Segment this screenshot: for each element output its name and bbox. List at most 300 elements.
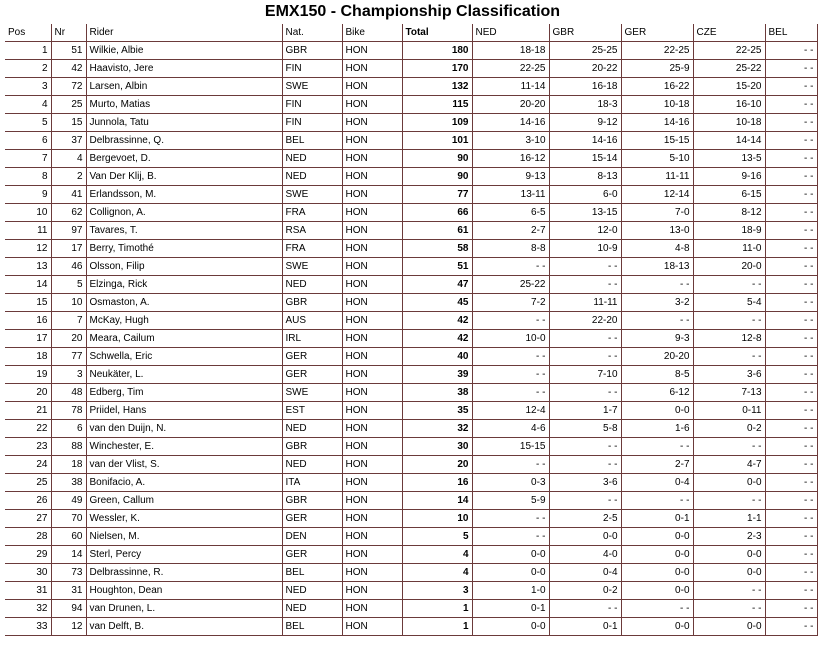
bel-result-cell: - -: [765, 582, 817, 600]
total-cell: 42: [402, 330, 472, 348]
rider-cell: Wilkie, Albie: [86, 42, 282, 60]
gbr-result-cell: - -: [549, 438, 621, 456]
rider-cell: Edberg, Tim: [86, 384, 282, 402]
ger-result-cell: 0-0: [621, 528, 693, 546]
rider-cell: McKay, Hugh: [86, 312, 282, 330]
rider-cell: Neukäter, L.: [86, 366, 282, 384]
bel-result-cell: - -: [765, 222, 817, 240]
bike-cell: HON: [342, 222, 402, 240]
pos-cell: 2: [5, 60, 51, 78]
nr-cell: 72: [51, 78, 86, 96]
bel-result-cell: - -: [765, 168, 817, 186]
nr-cell: 5: [51, 276, 86, 294]
nr-cell: 49: [51, 492, 86, 510]
total-cell: 58: [402, 240, 472, 258]
cze-result-cell: 6-15: [693, 186, 765, 204]
rider-cell: Collignon, A.: [86, 204, 282, 222]
nat-cell: NED: [282, 276, 342, 294]
bike-cell: HON: [342, 258, 402, 276]
nat-cell: BEL: [282, 618, 342, 636]
bel-result-cell: - -: [765, 366, 817, 384]
gbr-result-cell: 2-5: [549, 510, 621, 528]
total-cell: 90: [402, 150, 472, 168]
bike-cell: HON: [342, 438, 402, 456]
bike-cell: HON: [342, 240, 402, 258]
gbr-result-cell: - -: [549, 348, 621, 366]
bel-result-cell: - -: [765, 474, 817, 492]
nat-cell: SWE: [282, 78, 342, 96]
rider-cell: Nielsen, M.: [86, 528, 282, 546]
gbr-result-cell: 14-16: [549, 132, 621, 150]
total-cell: 51: [402, 258, 472, 276]
ger-result-cell: 8-5: [621, 366, 693, 384]
ned-result-cell: 20-20: [472, 96, 549, 114]
bel-result-cell: - -: [765, 240, 817, 258]
ger-result-cell: 25-9: [621, 60, 693, 78]
nat-cell: GBR: [282, 42, 342, 60]
pos-cell: 22: [5, 420, 51, 438]
pos-cell: 16: [5, 312, 51, 330]
ned-result-cell: - -: [472, 348, 549, 366]
gbr-result-cell: 12-0: [549, 222, 621, 240]
bel-result-cell: - -: [765, 348, 817, 366]
ned-result-cell: 6-5: [472, 204, 549, 222]
total-cell: 170: [402, 60, 472, 78]
total-cell: 14: [402, 492, 472, 510]
ned-result-cell: 18-18: [472, 42, 549, 60]
cze-result-cell: - -: [693, 348, 765, 366]
ger-result-cell: - -: [621, 312, 693, 330]
nr-cell: 15: [51, 114, 86, 132]
cze-result-cell: 18-9: [693, 222, 765, 240]
rider-cell: Tavares, T.: [86, 222, 282, 240]
total-cell: 35: [402, 402, 472, 420]
nr-cell: 77: [51, 348, 86, 366]
cze-result-cell: 1-1: [693, 510, 765, 528]
nat-cell: BEL: [282, 564, 342, 582]
nat-cell: FRA: [282, 204, 342, 222]
nat-cell: IRL: [282, 330, 342, 348]
cze-result-cell: 13-5: [693, 150, 765, 168]
ger-result-cell: 9-3: [621, 330, 693, 348]
nr-cell: 20: [51, 330, 86, 348]
bel-result-cell: - -: [765, 186, 817, 204]
cze-result-cell: 0-0: [693, 564, 765, 582]
ned-result-cell: 14-16: [472, 114, 549, 132]
nr-cell: 46: [51, 258, 86, 276]
ned-result-cell: 8-8: [472, 240, 549, 258]
ger-result-cell: 7-0: [621, 204, 693, 222]
ned-result-cell: 12-4: [472, 402, 549, 420]
rider-cell: Van Der Klij, B.: [86, 168, 282, 186]
rider-cell: Houghton, Dean: [86, 582, 282, 600]
bike-cell: HON: [342, 384, 402, 402]
total-cell: 10: [402, 510, 472, 528]
bel-result-cell: - -: [765, 276, 817, 294]
gbr-result-cell: 0-0: [549, 528, 621, 546]
total-cell: 109: [402, 114, 472, 132]
table-row: [5, 600, 817, 618]
gbr-result-cell: 18-3: [549, 96, 621, 114]
bel-result-cell: - -: [765, 42, 817, 60]
bel-result-cell: - -: [765, 546, 817, 564]
total-cell: 47: [402, 276, 472, 294]
gbr-result-cell: 16-18: [549, 78, 621, 96]
cze-result-cell: 7-13: [693, 384, 765, 402]
table-row: [5, 564, 817, 582]
nr-cell: 60: [51, 528, 86, 546]
ned-result-cell: 9-13: [472, 168, 549, 186]
nat-cell: GER: [282, 510, 342, 528]
nr-cell: 2: [51, 168, 86, 186]
cze-result-cell: 15-20: [693, 78, 765, 96]
bike-cell: HON: [342, 618, 402, 636]
gbr-result-cell: 8-13: [549, 168, 621, 186]
rider-cell: Elzinga, Rick: [86, 276, 282, 294]
nat-cell: EST: [282, 402, 342, 420]
pos-cell: 31: [5, 582, 51, 600]
bel-result-cell: - -: [765, 618, 817, 636]
table-row: [5, 258, 817, 276]
bel-result-cell: - -: [765, 96, 817, 114]
nr-cell: 3: [51, 366, 86, 384]
total-cell: 132: [402, 78, 472, 96]
pos-cell: 19: [5, 366, 51, 384]
pos-cell: 15: [5, 294, 51, 312]
rider-cell: Bergevoet, D.: [86, 150, 282, 168]
ger-result-cell: 0-4: [621, 474, 693, 492]
gbr-result-cell: 9-12: [549, 114, 621, 132]
ned-result-cell: - -: [472, 258, 549, 276]
total-cell: 180: [402, 42, 472, 60]
table-row: [5, 186, 817, 204]
rider-cell: van den Duijn, N.: [86, 420, 282, 438]
rider-cell: Meara, Cailum: [86, 330, 282, 348]
gbr-result-cell: - -: [549, 600, 621, 618]
nat-cell: FIN: [282, 114, 342, 132]
ger-result-cell: - -: [621, 438, 693, 456]
total-cell: 66: [402, 204, 472, 222]
ger-result-cell: 18-13: [621, 258, 693, 276]
total-cell: 5: [402, 528, 472, 546]
ned-result-cell: 0-0: [472, 546, 549, 564]
cze-result-cell: 25-22: [693, 60, 765, 78]
ger-result-cell: 12-14: [621, 186, 693, 204]
nr-cell: 42: [51, 60, 86, 78]
gbr-result-cell: 11-11: [549, 294, 621, 312]
cze-result-cell: 11-0: [693, 240, 765, 258]
rider-cell: Schwella, Eric: [86, 348, 282, 366]
bike-cell: HON: [342, 492, 402, 510]
ned-result-cell: 0-0: [472, 564, 549, 582]
pos-cell: 3: [5, 78, 51, 96]
pos-cell: 4: [5, 96, 51, 114]
nr-cell: 78: [51, 402, 86, 420]
cze-result-cell: - -: [693, 492, 765, 510]
pos-cell: 33: [5, 618, 51, 636]
bel-result-cell: - -: [765, 258, 817, 276]
header-cze: CZE: [693, 24, 765, 42]
bel-result-cell: - -: [765, 420, 817, 438]
bel-result-cell: - -: [765, 330, 817, 348]
table-row: [5, 78, 817, 96]
rider-cell: Priidel, Hans: [86, 402, 282, 420]
header-nr: Nr: [51, 24, 86, 42]
pos-cell: 1: [5, 42, 51, 60]
nat-cell: FIN: [282, 60, 342, 78]
pos-cell: 12: [5, 240, 51, 258]
nat-cell: ITA: [282, 474, 342, 492]
nr-cell: 7: [51, 312, 86, 330]
nr-cell: 62: [51, 204, 86, 222]
nat-cell: NED: [282, 420, 342, 438]
total-cell: 1: [402, 618, 472, 636]
pos-cell: 7: [5, 150, 51, 168]
nat-cell: NED: [282, 150, 342, 168]
bel-result-cell: - -: [765, 456, 817, 474]
rider-cell: Delbrassinne, R.: [86, 564, 282, 582]
ned-result-cell: - -: [472, 456, 549, 474]
total-cell: 1: [402, 600, 472, 618]
ger-result-cell: 16-22: [621, 78, 693, 96]
table-row: [5, 312, 817, 330]
bel-result-cell: - -: [765, 438, 817, 456]
gbr-result-cell: 0-1: [549, 618, 621, 636]
table-row: [5, 150, 817, 168]
bike-cell: HON: [342, 186, 402, 204]
cze-result-cell: 0-0: [693, 546, 765, 564]
ned-result-cell: - -: [472, 384, 549, 402]
ned-result-cell: 13-11: [472, 186, 549, 204]
cze-result-cell: - -: [693, 600, 765, 618]
gbr-result-cell: 15-14: [549, 150, 621, 168]
bel-result-cell: - -: [765, 114, 817, 132]
pos-cell: 10: [5, 204, 51, 222]
table-row: [5, 456, 817, 474]
ger-result-cell: 13-0: [621, 222, 693, 240]
pos-cell: 5: [5, 114, 51, 132]
bike-cell: HON: [342, 150, 402, 168]
gbr-result-cell: 4-0: [549, 546, 621, 564]
bike-cell: HON: [342, 474, 402, 492]
gbr-result-cell: 3-6: [549, 474, 621, 492]
pos-cell: 29: [5, 546, 51, 564]
ned-result-cell: 7-2: [472, 294, 549, 312]
total-cell: 38: [402, 384, 472, 402]
header-pos: Pos: [5, 24, 51, 42]
ger-result-cell: 14-16: [621, 114, 693, 132]
gbr-result-cell: 13-15: [549, 204, 621, 222]
pos-cell: 6: [5, 132, 51, 150]
table-row: [5, 420, 817, 438]
rider-cell: Wessler, K.: [86, 510, 282, 528]
table-row: [5, 330, 817, 348]
total-cell: 20: [402, 456, 472, 474]
pos-cell: 13: [5, 258, 51, 276]
gbr-result-cell: 5-8: [549, 420, 621, 438]
ger-result-cell: 0-1: [621, 510, 693, 528]
cze-result-cell: - -: [693, 582, 765, 600]
ned-result-cell: 2-7: [472, 222, 549, 240]
rider-cell: Berry, Timothé: [86, 240, 282, 258]
bike-cell: HON: [342, 60, 402, 78]
cze-result-cell: 9-16: [693, 168, 765, 186]
bike-cell: HON: [342, 600, 402, 618]
header-total: Total: [402, 24, 472, 42]
ger-result-cell: 3-2: [621, 294, 693, 312]
ger-result-cell: 5-10: [621, 150, 693, 168]
ger-result-cell: 1-6: [621, 420, 693, 438]
nr-cell: 97: [51, 222, 86, 240]
bel-result-cell: - -: [765, 600, 817, 618]
table-row: [5, 366, 817, 384]
cze-result-cell: 10-18: [693, 114, 765, 132]
total-cell: 3: [402, 582, 472, 600]
bike-cell: HON: [342, 420, 402, 438]
bike-cell: HON: [342, 456, 402, 474]
cze-result-cell: 0-0: [693, 474, 765, 492]
header-bike: Bike: [342, 24, 402, 42]
cze-result-cell: 3-6: [693, 366, 765, 384]
nr-cell: 94: [51, 600, 86, 618]
table-row: [5, 546, 817, 564]
rider-cell: Olsson, Filip: [86, 258, 282, 276]
rider-cell: Winchester, E.: [86, 438, 282, 456]
nat-cell: NED: [282, 168, 342, 186]
pos-cell: 28: [5, 528, 51, 546]
bel-result-cell: - -: [765, 510, 817, 528]
nr-cell: 12: [51, 618, 86, 636]
nat-cell: GBR: [282, 438, 342, 456]
nr-cell: 38: [51, 474, 86, 492]
ger-result-cell: 6-12: [621, 384, 693, 402]
table-row: [5, 384, 817, 402]
pos-cell: 32: [5, 600, 51, 618]
nat-cell: NED: [282, 582, 342, 600]
gbr-result-cell: 0-4: [549, 564, 621, 582]
total-cell: 42: [402, 312, 472, 330]
bel-result-cell: - -: [765, 312, 817, 330]
table-row: [5, 240, 817, 258]
total-cell: 45: [402, 294, 472, 312]
nr-cell: 4: [51, 150, 86, 168]
bel-result-cell: - -: [765, 492, 817, 510]
table-row: [5, 60, 817, 78]
ned-result-cell: 0-0: [472, 618, 549, 636]
nat-cell: SWE: [282, 186, 342, 204]
table-row: [5, 294, 817, 312]
nat-cell: SWE: [282, 384, 342, 402]
table-row: [5, 114, 817, 132]
nat-cell: FIN: [282, 96, 342, 114]
gbr-result-cell: 22-20: [549, 312, 621, 330]
pos-cell: 26: [5, 492, 51, 510]
pos-cell: 27: [5, 510, 51, 528]
bel-result-cell: - -: [765, 78, 817, 96]
nr-cell: 73: [51, 564, 86, 582]
bel-result-cell: - -: [765, 204, 817, 222]
bike-cell: HON: [342, 42, 402, 60]
nat-cell: AUS: [282, 312, 342, 330]
ger-result-cell: 10-18: [621, 96, 693, 114]
ned-result-cell: - -: [472, 366, 549, 384]
rider-cell: van Delft, B.: [86, 618, 282, 636]
bike-cell: HON: [342, 528, 402, 546]
cze-result-cell: 14-14: [693, 132, 765, 150]
total-cell: 4: [402, 564, 472, 582]
bel-result-cell: - -: [765, 528, 817, 546]
total-cell: 101: [402, 132, 472, 150]
table-row: [5, 510, 817, 528]
bel-result-cell: - -: [765, 294, 817, 312]
pos-cell: 17: [5, 330, 51, 348]
table-row: [5, 96, 817, 114]
nat-cell: NED: [282, 600, 342, 618]
header-nat: Nat.: [282, 24, 342, 42]
bike-cell: HON: [342, 96, 402, 114]
pos-cell: 11: [5, 222, 51, 240]
ned-result-cell: 22-25: [472, 60, 549, 78]
table-row: [5, 222, 817, 240]
gbr-result-cell: 7-10: [549, 366, 621, 384]
bike-cell: HON: [342, 510, 402, 528]
nat-cell: BEL: [282, 132, 342, 150]
total-cell: 16: [402, 474, 472, 492]
bike-cell: HON: [342, 294, 402, 312]
page-title: EMX150 - Championship Classification: [264, 3, 561, 20]
ger-result-cell: 0-0: [621, 402, 693, 420]
cze-result-cell: - -: [693, 312, 765, 330]
cze-result-cell: 16-10: [693, 96, 765, 114]
rider-cell: Junnola, Tatu: [86, 114, 282, 132]
nr-cell: 17: [51, 240, 86, 258]
nr-cell: 31: [51, 582, 86, 600]
bel-result-cell: - -: [765, 564, 817, 582]
ned-result-cell: 16-12: [472, 150, 549, 168]
rider-cell: Bonifacio, A.: [86, 474, 282, 492]
ger-result-cell: 0-0: [621, 546, 693, 564]
bike-cell: HON: [342, 168, 402, 186]
bike-cell: HON: [342, 276, 402, 294]
rider-cell: Osmaston, A.: [86, 294, 282, 312]
rider-cell: Sterl, Percy: [86, 546, 282, 564]
nat-cell: GBR: [282, 492, 342, 510]
cze-result-cell: 0-0: [693, 618, 765, 636]
gbr-result-cell: 20-22: [549, 60, 621, 78]
ger-result-cell: 0-0: [621, 582, 693, 600]
ger-result-cell: 22-25: [621, 42, 693, 60]
gbr-result-cell: 0-2: [549, 582, 621, 600]
nr-cell: 37: [51, 132, 86, 150]
bike-cell: HON: [342, 582, 402, 600]
pos-cell: 21: [5, 402, 51, 420]
table-row: [5, 42, 817, 60]
pos-cell: 18: [5, 348, 51, 366]
ned-result-cell: - -: [472, 312, 549, 330]
nr-cell: 48: [51, 384, 86, 402]
cze-result-cell: 2-3: [693, 528, 765, 546]
ger-result-cell: 15-15: [621, 132, 693, 150]
table-row: [5, 276, 817, 294]
ned-result-cell: 15-15: [472, 438, 549, 456]
gbr-result-cell: - -: [549, 330, 621, 348]
nr-cell: 18: [51, 456, 86, 474]
bike-cell: HON: [342, 132, 402, 150]
header-rider: Rider: [86, 24, 282, 42]
rider-cell: van der Vlist, S.: [86, 456, 282, 474]
ned-result-cell: 4-6: [472, 420, 549, 438]
table-row: [5, 132, 817, 150]
